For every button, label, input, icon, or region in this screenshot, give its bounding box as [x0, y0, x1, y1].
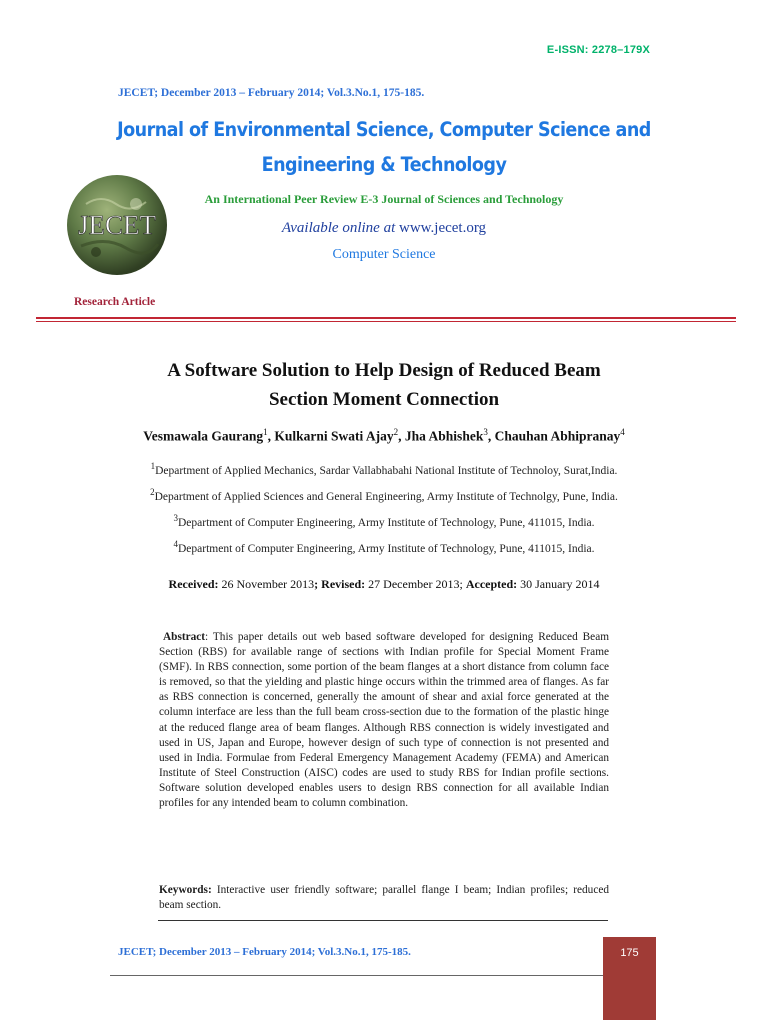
affiliation-sup: 2 [150, 487, 155, 497]
journal-subtitle: An International Peer Review E-3 Journal of Sciences and Technology [204, 192, 564, 206]
footer-divider [110, 975, 603, 976]
issn-label: E-ISSN: 2278–179X [546, 44, 650, 56]
abstract-divider [158, 920, 608, 921]
author-name: Vesmawala Gaurang [143, 428, 264, 444]
keywords-label: Keywords: [159, 884, 212, 896]
author-sup: 1 [263, 427, 268, 437]
keywords [159, 883, 609, 913]
affiliation-4 [0, 539, 768, 555]
journal-title [38, 112, 729, 182]
accepted-label: Accepted: [465, 577, 518, 591]
affiliation-1 [0, 461, 768, 477]
affiliation-2 [0, 487, 768, 503]
paper-title-line2: Section Moment Connection [268, 389, 500, 410]
article-type-label: Research Article [74, 296, 156, 308]
page-number: 175 [620, 947, 639, 959]
available-prefix: Available online at [281, 220, 396, 236]
author-sup: 4 [620, 427, 625, 437]
revised-label: Revised: [321, 577, 366, 591]
affiliation-sup: 1 [150, 461, 156, 471]
affiliation-text: Department of Computer Engineering, Army Institute of Technology, Pune, 411015, India. [177, 516, 595, 529]
logo-text: JECET [78, 210, 156, 240]
journal-url-link[interactable]: www.jecet.org [399, 220, 487, 236]
abstract-label: Abstract [163, 631, 206, 643]
footer-citation: JECET; December 2013 – February 2014; Vol.3.No.1, 175-185. [118, 946, 411, 958]
affiliation-sup: 4 [173, 539, 178, 549]
received-label: Received: [168, 577, 219, 591]
affiliation-text: Department of Applied Mechanics, Sardar Vallabhabahi National Institute of Technoloy, Surat,India. [155, 464, 618, 477]
submission-dates: Received: 26 November 2013; Revised: 27 December 2013; Accepted: 30 January 2014 [168, 577, 600, 591]
author-list: Vesmawala Gaurang$^1$, Kulkarni Swati Ajay$^2$, Jha Abhishek$^3$, Chauhan Abhipranay$^4$ [143, 427, 625, 444]
affiliation-text: Department of Computer Engineering, Army Institute of Technology, Pune, 411015, India. [177, 542, 595, 555]
author-sup: 3 [483, 427, 488, 437]
author-name: Kulkarni Swati Ajay [274, 428, 394, 444]
paper-title [0, 356, 768, 414]
received-date: 26 November 2013 [221, 577, 315, 591]
paper-title-line1: A Software Solution to Help Design of Reduced Beam [167, 360, 601, 381]
author-sup: 2 [393, 427, 399, 437]
journal-title-line2: Engineering & Technology [261, 153, 507, 176]
header-citation: JECET; December 2013 – February 2014; Vol.3.No.1, 175-185. [118, 87, 425, 99]
journal-title-line1: Journal of Environmental Science, Computer Science and [117, 118, 651, 141]
author-name: Chauhan Abhipranay [494, 428, 621, 444]
revised-date: 27 December 2013 [368, 577, 460, 591]
keywords-text: Interactive user friendly software; parallel flange I beam; Indian profiles; reduced beam section. [159, 884, 609, 912]
affiliation-sup: 3 [173, 513, 178, 523]
affiliation-3 [0, 513, 768, 529]
header-divider-thin [36, 321, 736, 322]
abstract-text: : This paper details out web based software developed for designing Reduced Beam Section (RBS) for available range of sections with Indian profile for Special Moment Frame (SMF). In RBS connection, some portion of the beam flanges at a short distance from column face is removed, so that the yielding and plastic hinge occurs within the trimmed area of flanges. As far as RBS connection is concerned, generally the amount of shear and axial force generated at the column interface are less than the full beam cross-section due to the formation of the plastic hinge at the reduced flange area of beam flanges. Although RBS connection is widely investigated and used in US, Japan and Europe, however design of such type of connection is not presented and used in India. Formulae from Federal Emergency Management Academy (FEMA) and American Institute of Steel Construction (AISC) codes are used to study RBS for Indian profile sections. Software solution developed enables users to design RBS connection for all available Indian profiles for any intended beam to column combination. [159, 631, 609, 810]
header-divider [36, 317, 736, 319]
jecet-logo [66, 174, 168, 276]
affiliation-text: Department of Applied Sciences and General Engineering, Army Institute of Technolgy, Pune, India. [154, 490, 618, 503]
abstract [159, 630, 609, 811]
author-name: Jha Abhishek [404, 428, 484, 444]
accepted-date: 30 January 2014 [520, 577, 600, 591]
subject-category: Computer Science [332, 247, 436, 262]
